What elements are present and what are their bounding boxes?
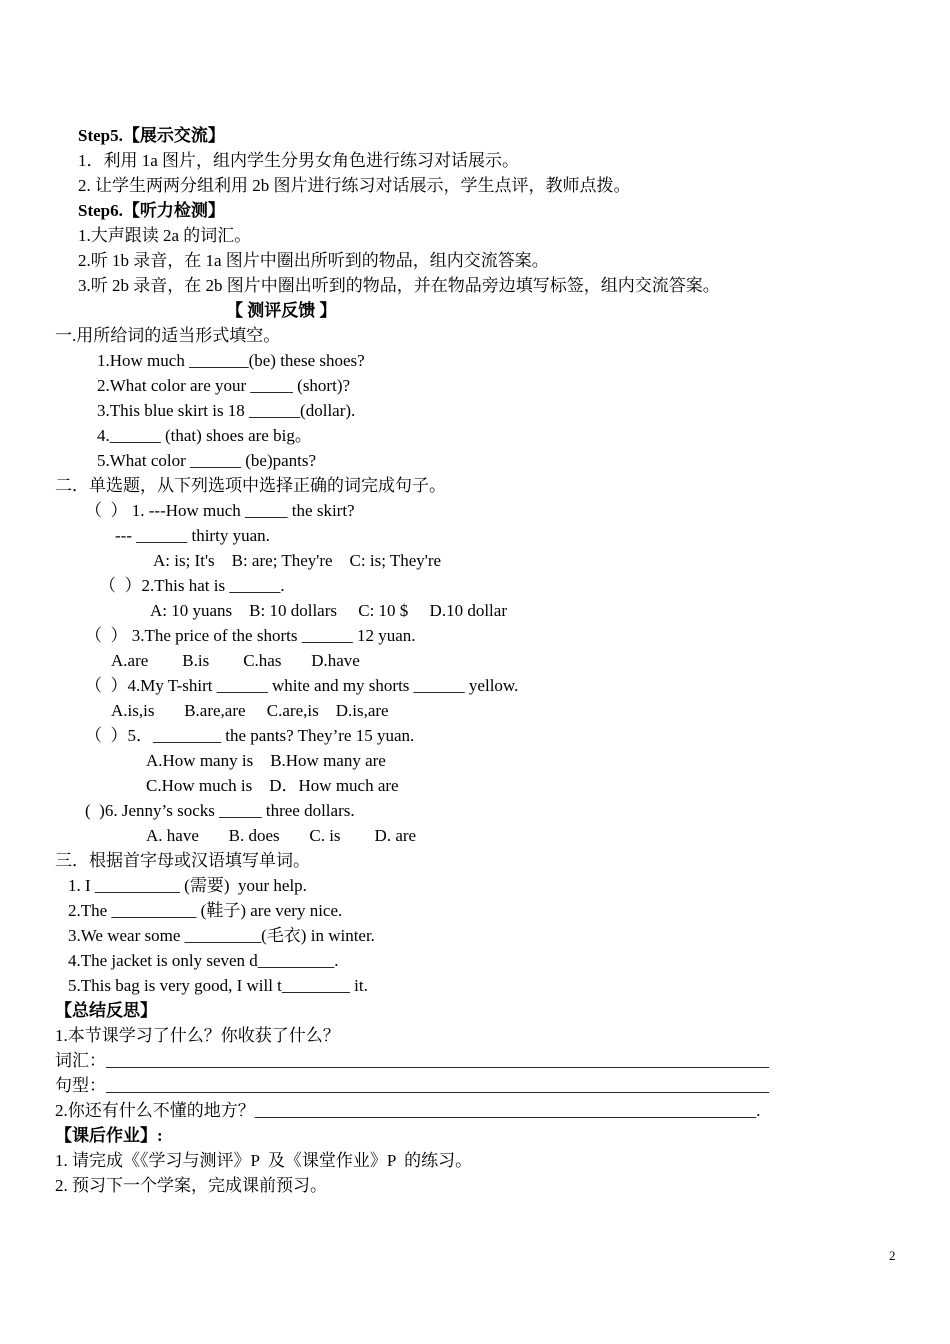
- step5-heading: Step5.【展示交流】: [78, 126, 225, 145]
- part2-q1-options: A: is; It's B: are; They're C: is; They're: [153, 551, 442, 570]
- part3-item-2: 2.The __________ (鞋子) are very nice.: [68, 901, 343, 920]
- homework-item-1: 1. 请完成《《学习与测评》P 及《课堂作业》P 的练习。: [55, 1151, 473, 1170]
- part1-item-3: 3.This blue skirt is 18 ______(dollar).: [97, 401, 356, 420]
- summary-question-1: 1.本节课学习了什么？你收获了什么？: [55, 1026, 340, 1045]
- part2-q6-options: A. have B. does C. is D. are: [146, 826, 417, 845]
- part2-q5-options-1: A.How many is B.How many are: [146, 751, 386, 770]
- part2-q1-answer: --- ______ thirty yuan.: [115, 526, 270, 545]
- part2-title: 二．单选题，从下列选项中选择正确的词完成句子。: [55, 476, 446, 495]
- part1-item-5: 5.What color ______ (be)pants?: [97, 451, 317, 470]
- part3-item-1: 1. I __________ (需要) your help.: [68, 876, 307, 895]
- part1-item-2: 2.What color are your _____ (short)?: [97, 376, 351, 395]
- part2-q5: （ ）5．________ the pants? They’re 15 yuan.: [85, 726, 415, 745]
- part2-q1: （ ） 1. ---How much _____ the skirt?: [85, 501, 355, 520]
- part3-item-5: 5.This bag is very good, I will t________ it.: [68, 976, 368, 995]
- summary-pattern-line: 句型：______________________________________________________________________________: [55, 1076, 769, 1095]
- summary-vocab-line: 词汇：______________________________________________________________________________: [55, 1051, 769, 1070]
- step5-item-2: 2. 让学生两两分组利用 2b 图片进行练习对话展示，学生点评，教师点拨。: [78, 176, 631, 195]
- part1-title: 一.用所给词的适当形式填空。: [55, 326, 281, 345]
- step5-item-1: 1．利用 1a 图片，组内学生分男女角色进行练习对话展示。: [78, 151, 520, 170]
- homework-heading: 【课后作业】:: [55, 1126, 163, 1145]
- part1-item-4: 4.______ (that) shoes are big。: [97, 426, 312, 445]
- feedback-title: 【 测评反馈 】: [226, 301, 337, 320]
- part2-q4: （ ）4.My T-shirt ______ white and my shorts ______ yellow.: [85, 676, 519, 695]
- part2-q4-options: A.is,is B.are,are C.are,is D.is,are: [111, 701, 389, 720]
- part2-q3-options: A.are B.is C.has D.have: [111, 651, 360, 670]
- homework-item-2: 2. 预习下一个学案，完成课前预习。: [55, 1176, 327, 1195]
- page-number: 2: [889, 1248, 896, 1263]
- part2-q2-options: A: 10 yuans B: 10 dollars C: 10 $ D.10 dollar: [150, 601, 507, 620]
- summary-heading: 【总结反思】: [55, 1001, 157, 1020]
- part2-q6: ( )6. Jenny’s socks _____ three dollars.: [85, 801, 355, 820]
- step6-heading: Step6.【听力检测】: [78, 201, 225, 220]
- part1-item-1: 1.How much _______(be) these shoes?: [97, 351, 365, 370]
- part2-q5-options-2: C.How much is D．How much are: [146, 776, 399, 795]
- step6-item-2: 2.听 1b 录音，在 1a 图片中圈出所听到的物品，组内交流答案。: [78, 251, 549, 270]
- part2-q2: （ ）2.This hat is ______.: [99, 576, 285, 595]
- step6-item-3: 3.听 2b 录音，在 2b 图片中圈出听到的物品，并在物品旁边填写标签，组内交流答案。: [78, 276, 720, 295]
- step6-item-1: 1.大声跟读 2a 的词汇。: [78, 226, 252, 245]
- part3-title: 三．根据首字母或汉语填写单词。: [55, 851, 310, 870]
- part2-q3: （ ） 3.The price of the shorts ______ 12 yuan.: [85, 626, 416, 645]
- part3-item-4: 4.The jacket is only seven d_________.: [68, 951, 339, 970]
- part3-item-3: 3.We wear some _________(毛衣) in winter.: [68, 926, 375, 945]
- summary-question-2: 2.你还有什么不懂的地方？___________________________________________________________.: [55, 1101, 761, 1120]
